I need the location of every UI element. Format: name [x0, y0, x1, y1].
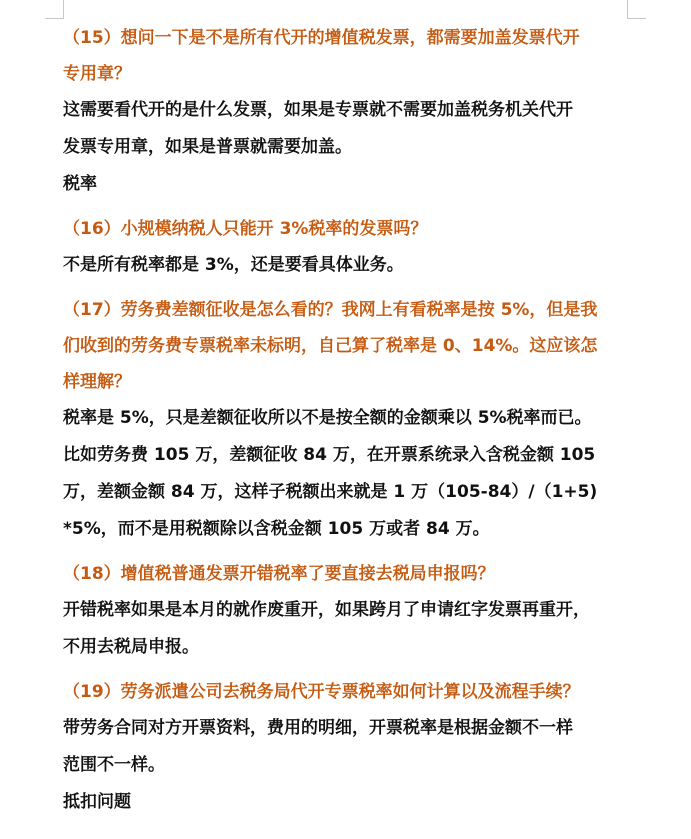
answer-15 — [63, 92, 635, 203]
answer-line: 开错税率如果是本月的就作废重开，如果跨月了申请红字发票再重开， — [63, 600, 590, 620]
question-line: （17）劳务费差额征收是怎么看的？我网上有看税率是按 5%，但是我 — [63, 300, 598, 320]
answer-line: 税率是 5%，只是差额征收所以不是按全额的金额乘以 5%税率而已。 — [63, 408, 592, 428]
question-line: （18）增值税普通发票开错税率了要直接去税局申报吗？ — [63, 564, 495, 584]
answer-line: 抵扣问题 — [63, 792, 131, 812]
page-corner-mark-right — [627, 0, 646, 19]
answer-line: 税率 — [63, 174, 97, 194]
question-17 — [63, 292, 635, 400]
question-line: （16）小规模纳税人只能开 3%税率的发票吗？ — [63, 219, 428, 239]
answer-line: 范围不一样。 — [63, 755, 165, 775]
question-line: （15）想问一下是不是所有代开的增值税发票，都需要加盖发票代开 — [63, 28, 580, 48]
answer-16 — [63, 247, 635, 284]
answer-line: 发票专用章，如果是普票就需要加盖。 — [63, 137, 352, 157]
question-line: 们收到的劳务费专票税率未标明，自己算了税率是 0、14%。这应该怎 — [63, 336, 598, 356]
answer-line: 不用去税局申报。 — [63, 637, 199, 657]
document-body — [63, 20, 635, 821]
answer-18 — [63, 592, 635, 666]
answer-line: 这需要看代开的是什么发票，如果是专票就不需要加盖税务机关代开 — [63, 100, 573, 120]
answer-19 — [63, 710, 635, 821]
question-16 — [63, 211, 635, 247]
question-18 — [63, 556, 635, 592]
answer-line: 带劳务合同对方开票资料，费用的明细，开票税率是根据金额不一样 — [63, 718, 573, 738]
answer-line: 比如劳务费 105 万，差额征收 84 万，在开票系统录入含税金额 105 — [63, 445, 596, 465]
question-line: （19）劳务派遣公司去税务局代开专票税率如何计算以及流程手续？ — [63, 682, 580, 702]
question-line: 专用章？ — [63, 64, 131, 84]
answer-17 — [63, 400, 635, 548]
answer-line: 不是所有税率都是 3%，还是要看具体业务。 — [63, 255, 404, 275]
page-corner-mark-left — [45, 0, 64, 19]
answer-line: *5%，而不是用税额除以含税金额 105 万或者 84 万。 — [63, 519, 490, 539]
question-line: 样理解？ — [63, 372, 131, 392]
question-19 — [63, 674, 635, 710]
answer-line: 万，差额金额 84 万，这样子税额出来就是 1 万（105-84）/（1+5) — [63, 482, 598, 502]
question-15 — [63, 20, 635, 92]
